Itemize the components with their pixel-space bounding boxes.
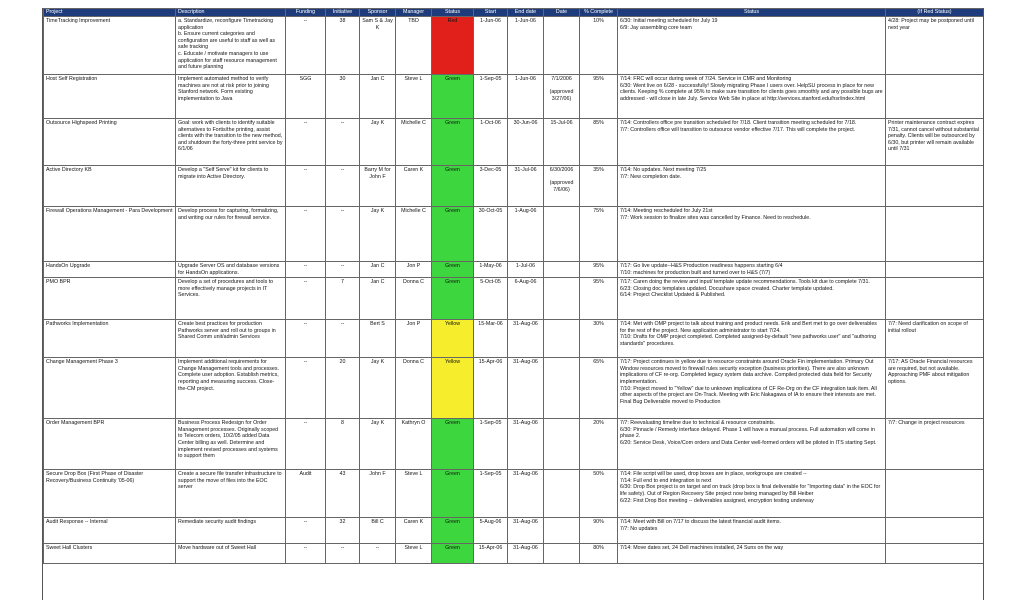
col-header-start[interactable]: Start: [474, 9, 508, 17]
initiative-cell[interactable]: 38: [326, 17, 360, 75]
table-row: [44, 75, 984, 119]
table-row: [44, 320, 984, 358]
initiative-cell[interactable]: 20: [326, 358, 360, 419]
project-cell[interactable]: HandsOn Upgrade: [44, 262, 176, 278]
red-status-cell[interactable]: [886, 166, 984, 207]
status-notes-cell-line: 7/14: Move dates set, 24 Dell machines installed, 24 Suns on the way: [620, 545, 784, 552]
description-cell[interactable]: [176, 278, 286, 320]
start-cell[interactable]: 1-May-06: [474, 262, 508, 278]
date-spacer: [546, 174, 577, 181]
status-cell[interactable]: Green: [432, 278, 474, 320]
end-date-cell[interactable]: 1-Jul-06: [508, 262, 544, 278]
pct-complete-cell[interactable]: 95%: [580, 75, 618, 119]
red-status-cell-line: Printer maintenance contract expires 7/31, cannot cancel without substantial penalty. Clients will be outsourced by 6/30, but printer will remain available until 7/31: [888, 120, 979, 153]
col-header-sponsor[interactable]: Sponsor: [360, 9, 396, 17]
manager-cell[interactable]: Steve L: [396, 75, 432, 119]
funding-cell[interactable]: --: [286, 544, 326, 564]
red-status-cell[interactable]: [886, 320, 984, 358]
end-date-cell[interactable]: 31-Jul-06: [508, 166, 544, 207]
col-header-status-notes[interactable]: Status: [618, 9, 886, 17]
funding-cell[interactable]: --: [286, 119, 326, 166]
table-row: [44, 470, 984, 518]
date-value: 7/1/2006: [551, 76, 572, 82]
status-notes-cell-line: 7/7: New completion date.: [620, 173, 682, 180]
initiative-cell[interactable]: 7: [326, 278, 360, 320]
description-cell[interactable]: [176, 358, 286, 419]
red-status-cell[interactable]: [886, 119, 984, 166]
manager-cell[interactable]: TBD: [396, 17, 432, 75]
date-cell[interactable]: [544, 278, 580, 320]
table-row: [44, 119, 984, 166]
sponsor-cell[interactable]: John F: [360, 470, 396, 518]
start-cell[interactable]: 1-Sep-05: [474, 75, 508, 119]
manager-cell[interactable]: Jon P: [396, 262, 432, 278]
description-cell-line: b. Ensure current categories and configuration are useful to staff as well as safe tracking: [178, 31, 276, 51]
description-cell[interactable]: [176, 320, 286, 358]
funding-cell[interactable]: --: [286, 262, 326, 278]
description-cell-line: a. Standardize, reconfigure Timetracking application: [178, 18, 274, 31]
red-status-cell[interactable]: [886, 207, 984, 262]
red-status-cell[interactable]: [886, 75, 984, 119]
sponsor-cell[interactable]: Jay K: [360, 119, 396, 166]
pct-complete-cell[interactable]: 65%: [580, 358, 618, 419]
status-cell[interactable]: Yellow: [432, 358, 474, 419]
end-date-cell[interactable]: 31-Aug-06: [508, 419, 544, 470]
project-cell[interactable]: Firewall Operations Management - Para Development: [44, 207, 176, 262]
end-date-cell[interactable]: 6-Aug-06: [508, 278, 544, 320]
col-header-red-status[interactable]: (If Red Status): [886, 9, 984, 17]
col-header-description[interactable]: Description: [176, 9, 286, 17]
start-cell[interactable]: 15-Mar-06: [474, 320, 508, 358]
pct-complete-cell[interactable]: 30%: [580, 320, 618, 358]
status-notes-cell-line: 7/17: Project continues in yellow due to resource constraints around Oracle Fin implementation. Primary Out Window resources moved to firewall rules security exception (business priorities). There are also unknown implications of CF re-org. Completed legacy system data archive. Compiled protected data field for Security implementation.: [620, 359, 874, 385]
date-spacer: [546, 83, 577, 90]
end-date-cell[interactable]: 30-Jun-06: [508, 119, 544, 166]
end-date-cell[interactable]: 31-Aug-06: [508, 358, 544, 419]
pct-complete-cell[interactable]: 95%: [580, 262, 618, 278]
sponsor-cell[interactable]: Jay K: [360, 358, 396, 419]
status-notes-cell-line: 7/10: Drafts for OMP project completed. Completed assigned-by-default "new pathworks user" and "authoring standards" procedures.: [620, 334, 877, 347]
red-status-cell[interactable]: [886, 262, 984, 278]
project-cell[interactable]: Host Self Registration: [44, 75, 176, 119]
funding-cell[interactable]: Audit: [286, 470, 326, 518]
red-status-cell-line: 4/28: Project may be postponed until next year: [888, 18, 974, 31]
description-cell-line: Develop process for capturing, formalizing, and writing our rules for firewall service.: [178, 208, 279, 221]
red-status-cell[interactable]: [886, 470, 984, 518]
status-notes-cell[interactable]: [618, 119, 886, 166]
pct-complete-cell[interactable]: 10%: [580, 17, 618, 75]
pct-complete-cell[interactable]: 20%: [580, 419, 618, 470]
description-cell-line: Remediate security audit findings: [178, 519, 257, 526]
pct-complete-cell[interactable]: 85%: [580, 119, 618, 166]
status-notes-cell-line: 6/22: First Drop Box meeting -- deliverables assigned, encryption testing underway: [620, 497, 814, 504]
table-row: [44, 262, 984, 278]
project-cell[interactable]: Sweet Hall Clusters: [44, 544, 176, 564]
col-header-initiative[interactable]: Initiative: [326, 9, 360, 17]
status-notes-cell-line: 7/7: Work session to finalize sites was cancelled by Finance. Need to reschedule.: [620, 214, 811, 221]
description-cell[interactable]: [176, 419, 286, 470]
start-cell[interactable]: 3-Dec-05: [474, 166, 508, 207]
initiative-cell[interactable]: --: [326, 262, 360, 278]
manager-cell[interactable]: Jon P: [396, 320, 432, 358]
status-notes-cell-line: 7/14: Meeting rescheduled for July 21st: [620, 208, 713, 214]
manager-cell[interactable]: Caren K: [396, 518, 432, 544]
project-status-sheet: [42, 8, 984, 600]
initiative-cell[interactable]: 8: [326, 419, 360, 470]
sponsor-cell[interactable]: Jan C: [360, 278, 396, 320]
description-cell[interactable]: [176, 544, 286, 564]
start-cell[interactable]: 5-Aug-06: [474, 518, 508, 544]
project-cell[interactable]: Outsource Highspeed Printing: [44, 119, 176, 166]
manager-cell[interactable]: Donna C: [396, 358, 432, 419]
end-date-cell[interactable]: 31-Aug-06: [508, 544, 544, 564]
sponsor-cell[interactable]: Jan C: [360, 262, 396, 278]
funding-cell[interactable]: --: [286, 17, 326, 75]
status-notes-cell-line: 6/30: Initial meeting scheduled for July 19: [620, 18, 718, 24]
pct-complete-cell[interactable]: 95%: [580, 278, 618, 320]
col-header-end-date[interactable]: End date: [508, 9, 544, 17]
table-row: [44, 358, 984, 419]
status-notes-cell-line: 6/20: Service Desk, Voice/Com orders and Data Center well-formed orders will be piloted in ITS starting Sept.: [620, 439, 877, 446]
sponsor-cell[interactable]: --: [360, 544, 396, 564]
date-cell[interactable]: [544, 166, 580, 207]
description-cell-line: Upgrade Server OS and database versions for HandsOn applications.: [178, 263, 280, 276]
sponsor-cell[interactable]: Bert S: [360, 320, 396, 358]
initiative-cell[interactable]: 32: [326, 518, 360, 544]
table-row: [44, 207, 984, 262]
status-cell[interactable]: Yellow: [432, 320, 474, 358]
date-value: 6/30/2006: [549, 167, 574, 173]
initiative-cell[interactable]: --: [326, 207, 360, 262]
red-status-cell[interactable]: [886, 278, 984, 320]
initiative-cell[interactable]: 43: [326, 470, 360, 518]
end-date-cell[interactable]: 1-Aug-06: [508, 207, 544, 262]
table-row: [44, 17, 984, 75]
col-header-status[interactable]: Status: [432, 9, 474, 17]
status-cell[interactable]: Green: [432, 166, 474, 207]
red-status-cell[interactable]: [886, 358, 984, 419]
start-cell[interactable]: 30-Oct-05: [474, 207, 508, 262]
status-notes-cell-line: 7/14: No updates. Next meeting 7/25: [620, 167, 707, 173]
status-notes-cell-line: 7/14: File script will be used, drop boxes are in place, workgroups are created --: [620, 471, 807, 478]
description-cell[interactable]: [176, 207, 286, 262]
project-cell[interactable]: Audit Response -- Internal: [44, 518, 176, 544]
table-row: [44, 544, 984, 564]
funding-cell[interactable]: --: [286, 518, 326, 544]
start-cell[interactable]: 15-Apr-06: [474, 358, 508, 419]
red-status-cell-line: 7/7: Change in project resources: [888, 420, 965, 427]
red-status-cell[interactable]: [886, 419, 984, 470]
sponsor-cell[interactable]: Bill C: [360, 518, 396, 544]
start-cell[interactable]: 1-Jun-06: [474, 17, 508, 75]
funding-cell[interactable]: --: [286, 278, 326, 320]
description-cell-line: Move hardware out of Sweet Hall: [178, 545, 257, 552]
status-notes-cell[interactable]: [618, 320, 886, 358]
status-notes-cell-line: 6/23: Closing doc templates updated. Docushare space created. Charter template updated.: [620, 285, 834, 292]
manager-cell[interactable]: Steve L: [396, 470, 432, 518]
start-cell[interactable]: 5-Oct-05: [474, 278, 508, 320]
end-date-cell[interactable]: 31-Aug-06: [508, 470, 544, 518]
project-cell[interactable]: Change Management Phase 3: [44, 358, 176, 419]
red-status-cell[interactable]: [886, 544, 984, 564]
initiative-cell[interactable]: --: [326, 119, 360, 166]
initiative-cell[interactable]: --: [326, 166, 360, 207]
status-notes-cell[interactable]: [618, 470, 886, 518]
initiative-cell[interactable]: --: [326, 544, 360, 564]
table-body: [44, 17, 984, 564]
table-row: [44, 518, 984, 544]
table-row: [44, 419, 984, 470]
description-cell-line: Implement automated method to verify machines are not at risk prior to joining Stanford network. Form existing implementation to Java: [178, 76, 269, 102]
description-cell[interactable]: [176, 262, 286, 278]
project-cell[interactable]: Pathworks Implementation: [44, 320, 176, 358]
date-cell[interactable]: [544, 262, 580, 278]
sponsor-cell[interactable]: Jay K: [360, 419, 396, 470]
status-notes-cell[interactable]: [618, 262, 886, 278]
date-cell[interactable]: [544, 470, 580, 518]
pct-complete-cell[interactable]: 35%: [580, 166, 618, 207]
manager-cell[interactable]: Caren K: [396, 166, 432, 207]
funding-cell[interactable]: --: [286, 358, 326, 419]
status-notes-cell-line: 7/10: machines for production built and turned over to H&S (7/7): [620, 269, 771, 276]
date-cell[interactable]: [544, 358, 580, 419]
col-header-funding[interactable]: Funding: [286, 9, 326, 17]
status-notes-cell-line: 7/14: Controllers office pre transition scheduled for 7/18. Client transition meeting scheduled for 7/18.: [620, 120, 857, 126]
start-cell[interactable]: 15-Apr-06: [474, 544, 508, 564]
status-cell[interactable]: Green: [432, 470, 474, 518]
status-notes-cell-line: 7/7: Reevaluating timeline due to technical & resource constraints.: [620, 420, 776, 427]
status-notes-cell-line: 7/14: FRC will occur during week of 7/24. Service in CMR and Monitoring: [620, 76, 792, 82]
start-cell[interactable]: 1-Oct-06: [474, 119, 508, 166]
status-notes-cell[interactable]: [618, 278, 886, 320]
funding-cell[interactable]: --: [286, 166, 326, 207]
status-notes-cell[interactable]: [618, 544, 886, 564]
status-cell[interactable]: Green: [432, 518, 474, 544]
red-status-cell-line: 7/17: AS Oracle Financial resources are required, but not available. Approaching PMF about mitigation options.: [888, 359, 973, 385]
end-date-cell[interactable]: 1-Jun-06: [508, 75, 544, 119]
sponsor-cell[interactable]: Sam S & Jay K: [360, 17, 396, 75]
pct-complete-cell[interactable]: 75%: [580, 207, 618, 262]
pct-complete-cell[interactable]: 50%: [580, 470, 618, 518]
description-cell[interactable]: [176, 75, 286, 119]
funding-cell[interactable]: --: [286, 320, 326, 358]
project-cell[interactable]: Order Management BPR: [44, 419, 176, 470]
col-header-project[interactable]: Project: [44, 9, 176, 17]
col-header-manager[interactable]: Manager: [396, 9, 432, 17]
description-cell-line: Implement additional requirements for Change Management tools and processes. Complete user adoption. Establish metrics, reporting and measuring success. Close-the-CM project.: [178, 359, 279, 392]
sponsor-cell[interactable]: Jan C: [360, 75, 396, 119]
description-cell[interactable]: [176, 166, 286, 207]
status-notes-cell-line: 6/30: Pinnacle / Remedy interface delayed. Phase 1 will have a manual process. Full automation will come in phase 2.: [620, 426, 875, 440]
header-row: [44, 9, 984, 17]
date-cell[interactable]: [544, 320, 580, 358]
manager-cell[interactable]: Michelle C: [396, 207, 432, 262]
status-cell[interactable]: Green: [432, 419, 474, 470]
description-cell[interactable]: [176, 470, 286, 518]
description-cell-line: Create best practices for production Pathworks server and roll out to groups in Shared Comm unit/admin Services: [178, 321, 276, 341]
start-cell[interactable]: 1-Sep-05: [474, 419, 508, 470]
description-cell-line: Create a secure file transfer infrastructure to support the move of files into the EOC server: [178, 471, 282, 491]
description-cell[interactable]: [176, 17, 286, 75]
project-cell[interactable]: PMO BPR: [44, 278, 176, 320]
manager-cell[interactable]: Steve L: [396, 544, 432, 564]
pct-complete-cell[interactable]: 90%: [580, 518, 618, 544]
status-cell[interactable]: Green: [432, 544, 474, 564]
date-cell[interactable]: [544, 207, 580, 262]
status-notes-cell-line: 6/14: Project Checklist Updated & Published.: [620, 292, 726, 299]
description-cell-line: Develop a set of procedures and tools to more effectively manage projects in IT Services.: [178, 279, 274, 299]
col-header-date[interactable]: Date: [544, 9, 580, 17]
start-cell[interactable]: 1-Sep-05: [474, 470, 508, 518]
funding-cell[interactable]: --: [286, 419, 326, 470]
project-cell[interactable]: TimeTracking Improvement: [44, 17, 176, 75]
end-date-cell[interactable]: 1-Jun-06: [508, 17, 544, 75]
date-cell[interactable]: [544, 518, 580, 544]
table-row: [44, 278, 984, 320]
status-notes-cell-line: 7/7: No updates: [620, 525, 658, 532]
date-cell[interactable]: [544, 419, 580, 470]
manager-cell[interactable]: Donna C: [396, 278, 432, 320]
status-notes-cell-line: 6/9: Jay assembling core team: [620, 24, 692, 31]
status-notes-cell[interactable]: [618, 207, 886, 262]
status-notes-cell-line: 7/17: Caren doing the review and input/ template update recommendations. Tools kit due to complete 7/31.: [620, 279, 870, 286]
manager-cell[interactable]: Kathryn O: [396, 419, 432, 470]
red-status-cell[interactable]: [886, 518, 984, 544]
sponsor-cell[interactable]: Jay K: [360, 207, 396, 262]
project-cell[interactable]: Secure Drop Box (First Phase of Disaster Recovery/Business Continuity '05-06): [44, 470, 176, 518]
description-cell[interactable]: [176, 119, 286, 166]
status-notes-cell[interactable]: [618, 518, 886, 544]
description-cell-line: Goal: work with clients to identify suitable alternatives to Fortis/the printing, assist clients with the transition to the new method, and shutdown the forty-three print service by 6/1/06: [178, 120, 283, 153]
end-date-cell[interactable]: 31-Aug-06: [508, 518, 544, 544]
status-notes-cell[interactable]: [618, 358, 886, 419]
status-notes-cell-line: 7/7: Controllers office will transition to outsource vendor effective 7/17. This will complete the project.: [620, 126, 856, 133]
description-cell-line: c. Educate / motivate managers to use application for staff resource management and future planning: [178, 50, 277, 71]
status-notes-cell-line: 7/14: Meet with Bill on 7/17 to discuss the latest financial audit items.: [620, 519, 782, 526]
status-notes-cell-line: 6/30: Went live on 6/28 - successfully! Slowly migrating Phase I users over. HelpSU process in place for new clients. Keeping % complete at 95% to make sure transition for clients goes smoothly and any possible bugs are addressed - will close in late July. Service Web Site in place at http://services.stanford.edu/hsr/index.html: [620, 82, 883, 102]
description-cell-line: Develop a "Self Serve" kit for clients to migrate into Active Directory.: [178, 167, 269, 180]
date-cell[interactable]: [544, 544, 580, 564]
manager-cell[interactable]: Michelle C: [396, 119, 432, 166]
date-approval-note: 3/27/06): [551, 95, 572, 102]
initiative-cell[interactable]: --: [326, 320, 360, 358]
status-cell[interactable]: Green: [432, 207, 474, 262]
date-approval-note: 7/6/06): [553, 186, 570, 193]
red-status-cell-line: 7/7: Need clarification on scope of initial rollout: [888, 321, 968, 334]
description-cell-line: Business Process Redesign for Order Management processes. Originally scoped to Telecom orders, 10/2/05 added Data Center billing as well. Determine and implement revised processes and systems to support them: [178, 420, 279, 460]
status-cell[interactable]: Green: [432, 262, 474, 278]
status-notes-cell[interactable]: [618, 75, 886, 119]
status-notes-cell[interactable]: [618, 17, 886, 75]
status-notes-cell-line: 6/30: Drop Box project is on target and on track (drop box is final deliverable for "Importing data" in the EOC for life safety). Out of Region Recovery Site project now being managed by Bill Heiber: [620, 484, 881, 497]
description-cell[interactable]: [176, 518, 286, 544]
date-cell[interactable]: [544, 17, 580, 75]
col-header-pct-complete[interactable]: % Complete: [580, 9, 618, 17]
funding-cell[interactable]: --: [286, 207, 326, 262]
project-status-table: [43, 8, 984, 564]
status-cell[interactable]: Green: [432, 119, 474, 166]
status-notes-cell[interactable]: [618, 166, 886, 207]
sponsor-cell[interactable]: Barry M for John F: [360, 166, 396, 207]
end-date-cell[interactable]: 31-Aug-06: [508, 320, 544, 358]
date-cell[interactable]: [544, 119, 580, 166]
status-notes-cell-line: 7/14: Full end to end integration is next: [620, 477, 712, 484]
date-value: 15-Jul-06: [550, 120, 573, 126]
status-cell[interactable]: Red: [432, 17, 474, 75]
status-notes-cell[interactable]: [618, 419, 886, 470]
project-cell[interactable]: Active Directory KB: [44, 166, 176, 207]
status-notes-cell-line: 7/17: Go live update--H&S Production readiness happens starting 6/4: [620, 263, 783, 269]
date-cell[interactable]: [544, 75, 580, 119]
funding-cell[interactable]: SGG: [286, 75, 326, 119]
status-cell[interactable]: Green: [432, 75, 474, 119]
pct-complete-cell[interactable]: 80%: [580, 544, 618, 564]
status-notes-cell-line: 7/10: Project moved to "Yellow" due to unknown implications of CF Re-Org on the CF integration task item. All other aspects of the project are On-Track. Meeting with Eric Nakagawa of IA to ensure their interests are met. Final Bug Deliverable moved to Production: [620, 385, 877, 405]
table-row: [44, 166, 984, 207]
red-status-cell[interactable]: [886, 17, 984, 75]
date-approval-note: (approved: [549, 180, 574, 187]
status-notes-cell-line: 7/14: Met with OMP project to talk about training and product needs. Erik and Bert met to go over deliverables for the rest of the project. New application administrator to start 7/24.: [620, 321, 877, 334]
initiative-cell[interactable]: 30: [326, 75, 360, 119]
date-approval-note: (approved: [549, 89, 574, 96]
